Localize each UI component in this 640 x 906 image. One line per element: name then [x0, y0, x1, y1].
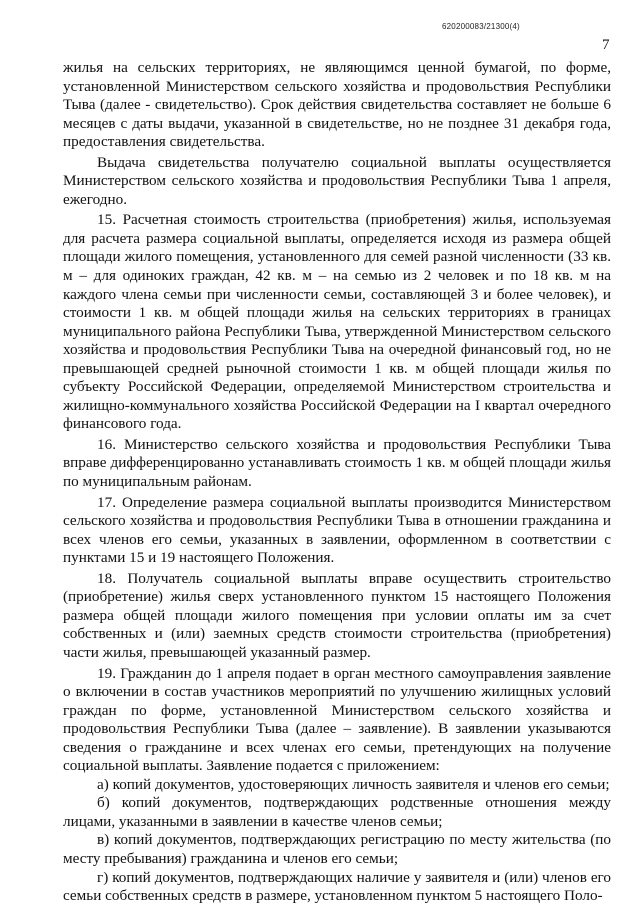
paragraph-issuance: Выдача свидетельства получателю социальной выплаты осуществляется Министерством сельского хозяйства и продовольствия Республики Тыва 1 апреля, ежегодно. [63, 153, 611, 208]
paragraph-16: 16. Министерство сельского хозяйства и продовольствия Республики Тыва вправе дифференцированно устанавливать стоимость 1 кв. м общей площади жилья по муниципальным районам. [63, 435, 611, 491]
paragraph-18: 18. Получатель социальной выплаты вправе осуществить строительство (приобретение) жилья сверх установленного пунктом 15 настоящего Положения размера общей площади жилого помещения при условии оплаты им за счет собственных и (или) заемных средств стоимости строительства (приобретения) части жилья, превышающей указанный размер. [63, 569, 611, 661]
paragraph-15: 15. Расчетная стоимость строительства (приобретения) жилья, используемая для расчета размера социальной выплаты, определяется исходя из размера общей площади жилого помещения, установленного для семей разной численности (33 кв. м – для одиноких граждан, 42 кв. м – на семью из 2 человек и по 18 кв. м на каждого члена семьи при численности семьи, составляющей 3 и более человек), и стоимости 1 кв. м общей площади жилья на сельских территориях в границах муниципального района Республики Тыва, утвержденной Министерством сельского хозяйства и продовольствия Республики Тыва на очередной финансовый год, но не превышающей средней рыночной стоимости 1 кв. м общей площади жилья по субъекту Российской Федерации, определяемой Министерством строительства и жилищно-коммунального хозяйства Российской Федерации на I квартал очередного финансового года. [63, 211, 611, 433]
paragraph-continuation: жилья на сельских территориях, не являющимся ценной бумагой, по форме, установленной Министерством сельского хозяйства и продовольствия Республики Тыва (далее - свидетельство). Срок действия свидетельства составляет не больше 6 месяцев с даты выдачи, указанной в свидетельстве, но не позднее 31 декабря года, предоставления свидетельства. [63, 59, 611, 151]
page-number: 7 [602, 37, 610, 53]
document-code: 620200083/21300(4) [442, 22, 520, 31]
list-item-a: а) копий документов, удостоверяющих личность заявителя и членов его семьи; [97, 775, 610, 793]
paragraph-19: 19. Гражданин до 1 апреля подает в орган местного самоуправления заявление о включении в состав участников мероприятий по улучшению жилищных условий граждан по форме, установленной Министерством сельского хозяйства и продовольствия Республики Тыва (далее – заявление). В заявлении указываются сведения о гражданине и всех членах его семьи, претендующих на получение социальной выплаты. Заявление подается с приложением: [63, 664, 611, 775]
list-item-v: в) копий документов, подтверждающих регистрацию по месту жительства (по месту пребывания) гражданина и членов его семьи; [63, 831, 611, 867]
body-text [63, 59, 611, 906]
list-item-b: б) копий документов, подтверждающих родственные отношения между лицами, указанными в заявлении в качестве членов семьи; [63, 794, 611, 830]
list-item-g: г) копий документов, подтверждающих наличие у заявителя и (или) членов его семьи собственных средств в размере, установленном пунктом 5 настоящего Поло- [63, 868, 611, 905]
paragraph-17: 17. Определение размера социальной выплаты производится Министерством сельского хозяйства и продовольствия Республики Тыва в отношении гражданина и всех членов его семьи, указанных в заявлении, оформленном в соответствии с пунктами 15 и 19 настоящего Положения. [63, 493, 611, 567]
